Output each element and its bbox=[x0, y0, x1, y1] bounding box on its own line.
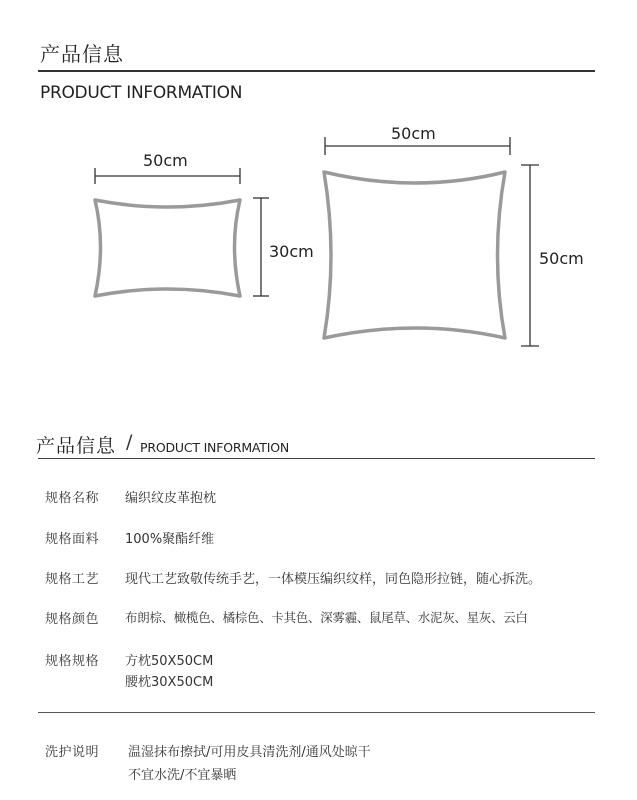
section-title-en: PRODUCT INFORMATION bbox=[140, 440, 290, 455]
large-pillow-width-label: 50cm bbox=[391, 124, 436, 143]
spec-label-size: 规格规格 bbox=[45, 654, 100, 669]
section-divider bbox=[38, 458, 595, 459]
spec-value-colors: 布朗棕、橄榄色、橘棕色、卡其色、深雾霾、鼠尾草、水泥灰、星灰、云白 bbox=[125, 610, 528, 625]
care-divider bbox=[38, 712, 595, 713]
page-title-en: PRODUCT INFORMATION bbox=[40, 83, 243, 103]
spec-label-fabric: 规格面料 bbox=[45, 532, 100, 547]
spec-value-fabric: 100%聚酯纤维 bbox=[125, 532, 215, 547]
small-pillow-width-dimension bbox=[95, 168, 240, 184]
spec-value-name: 编织纹皮革抱枕 bbox=[125, 491, 217, 506]
large-pillow-height-label: 50cm bbox=[539, 249, 584, 268]
spec-label-name: 规格名称 bbox=[45, 491, 100, 506]
small-pillow-height-label: 30cm bbox=[269, 242, 314, 261]
spec-label-colors: 规格颜色 bbox=[45, 612, 100, 627]
small-pillow-width-label: 50cm bbox=[143, 151, 188, 170]
section-title-cn: 产品信息 bbox=[36, 435, 117, 457]
small-pillow-height-dimension bbox=[253, 198, 269, 296]
spec-value-craft: 现代工艺致敬传统手艺，一体模压编织纹样，同色隐形拉链，随心拆洗。 bbox=[125, 572, 542, 587]
spec-value-size-square: 方枕50X50CM bbox=[125, 654, 214, 669]
page-title-cn: 产品信息 bbox=[40, 42, 124, 66]
large-pillow-height-dimension bbox=[521, 165, 539, 346]
pillow-size-diagram bbox=[0, 110, 637, 370]
header-divider bbox=[38, 70, 595, 72]
care-label: 洗护说明 bbox=[45, 745, 100, 760]
small-pillow-outline bbox=[95, 200, 240, 296]
large-pillow-outline bbox=[324, 172, 505, 338]
care-line-2: 不宜水洗/不宜暴晒 bbox=[128, 768, 237, 783]
section-title-separator: / bbox=[126, 431, 133, 453]
spec-value-size-lumbar: 腰枕30X50CM bbox=[125, 675, 214, 690]
spec-label-craft: 规格工艺 bbox=[45, 572, 100, 587]
care-line-1: 温湿抹布擦拭/可用皮具清洗剂/通风处晾干 bbox=[128, 745, 371, 760]
